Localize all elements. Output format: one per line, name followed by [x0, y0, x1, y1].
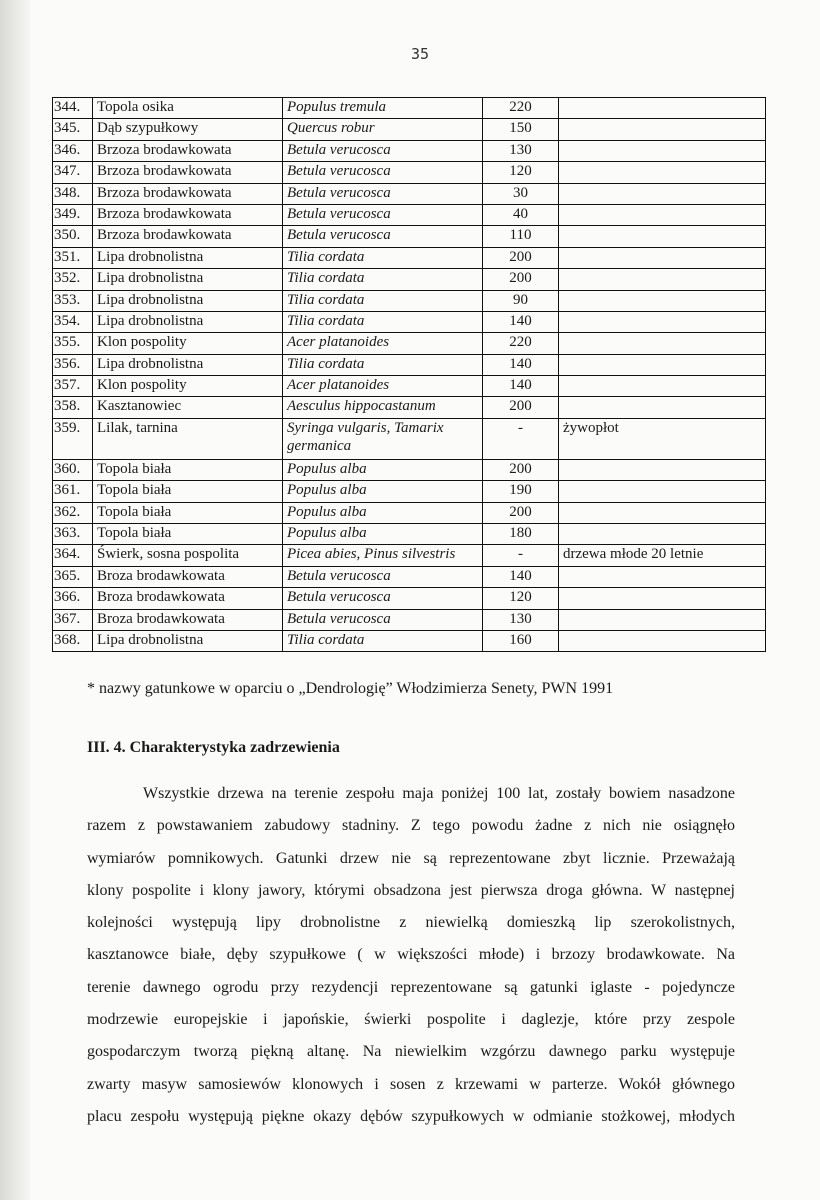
latin-name-cell: Tilia cordata [283, 290, 483, 311]
age-cell: 120 [483, 162, 559, 183]
note-cell [559, 354, 766, 375]
table-row [53, 162, 766, 183]
table-row [53, 290, 766, 311]
paragraph-line: zwarty masyw samosiewów klonowych i sosen z krzewami w parterze. Wokół głównego [87, 1075, 735, 1093]
age-cell: 200 [483, 397, 559, 418]
paragraph-line: modrzewie europejskie i japońskie, świerki pospolite i daglezje, które przy zespole [87, 1011, 735, 1029]
scan-margin [0, 0, 30, 1200]
row-number-cell: 361. [53, 481, 93, 502]
note-cell [559, 588, 766, 609]
table-body [53, 98, 766, 652]
note-cell [559, 204, 766, 225]
tree-inventory-table [52, 97, 766, 652]
table-row [53, 204, 766, 225]
row-number-cell: 357. [53, 376, 93, 397]
body-paragraph [87, 778, 735, 1133]
age-cell: 130 [483, 140, 559, 161]
age-cell: 140 [483, 566, 559, 587]
age-cell: 30 [483, 183, 559, 204]
note-cell [559, 376, 766, 397]
table-row [53, 481, 766, 502]
note-cell [559, 290, 766, 311]
table-row [53, 609, 766, 630]
paragraph-line: terenie dawnego ogrodu przy rezydencji reprezentowane są gatunki iglaste - pojedyncze [87, 978, 735, 996]
latin-name-cell: Populus alba [283, 459, 483, 480]
row-number-cell: 344. [53, 98, 93, 119]
page-number: 35 [410, 45, 430, 63]
latin-name-cell: Betula verucosca [283, 609, 483, 630]
polish-name-cell: Lipa drobnolistna [93, 311, 283, 332]
footnote: * nazwy gatunkowe w oparciu o „Dendrologię” Włodzimierza Senety, PWN 1991 [87, 680, 614, 697]
row-number-cell: 360. [53, 459, 93, 480]
latin-name-cell: Populus alba [283, 502, 483, 523]
age-cell: 140 [483, 354, 559, 375]
table-row [53, 459, 766, 480]
age-cell: 130 [483, 609, 559, 630]
polish-name-cell: Topola biała [93, 524, 283, 545]
latin-name-cell: Betula verucosca [283, 204, 483, 225]
row-number-cell: 348. [53, 183, 93, 204]
row-number-cell: 352. [53, 269, 93, 290]
latin-name-cell: Tilia cordata [283, 630, 483, 651]
polish-name-cell: Brzoza brodawkowata [93, 204, 283, 225]
polish-name-cell: Topola biała [93, 502, 283, 523]
latin-name-cell: Aesculus hippocastanum [283, 397, 483, 418]
table-row [53, 354, 766, 375]
paragraph-line: kasztanowce białe, dęby szypułkowe ( w większości młode) i brzozy brodawkowate. Na [87, 946, 735, 964]
note-cell [559, 502, 766, 523]
polish-name-cell: Topola biała [93, 481, 283, 502]
note-cell [559, 609, 766, 630]
age-cell: 180 [483, 524, 559, 545]
note-cell [559, 333, 766, 354]
age-cell: 90 [483, 290, 559, 311]
polish-name-cell: Lilak, tarnina [93, 418, 283, 459]
table-row [53, 247, 766, 268]
latin-name-cell: Populus tremula [283, 98, 483, 119]
note-cell [559, 566, 766, 587]
latin-name-cell: Syringa vulgaris, Tamarix germanica [283, 418, 483, 459]
latin-name-cell: Populus alba [283, 524, 483, 545]
latin-name-cell: Tilia cordata [283, 247, 483, 268]
latin-name-cell: Betula verucosca [283, 566, 483, 587]
table-row [53, 630, 766, 651]
note-cell [559, 630, 766, 651]
latin-name-cell: Quercus robur [283, 119, 483, 140]
polish-name-cell: Broza brodawkowata [93, 588, 283, 609]
age-cell: 200 [483, 459, 559, 480]
table-row [53, 566, 766, 587]
paragraph-line: placu zespołu występują piękne okazy dębów szypułkowych w odmianie stożkowej, młodych [87, 1107, 735, 1125]
note-cell [559, 162, 766, 183]
age-cell: - [483, 418, 559, 459]
latin-name-cell: Betula verucosca [283, 588, 483, 609]
polish-name-cell: Klon pospolity [93, 376, 283, 397]
latin-name-cell: Betula verucosca [283, 140, 483, 161]
row-number-cell: 346. [53, 140, 93, 161]
note-cell [559, 140, 766, 161]
row-number-cell: 356. [53, 354, 93, 375]
row-number-cell: 364. [53, 545, 93, 566]
note-cell [559, 311, 766, 332]
latin-name-cell: Tilia cordata [283, 269, 483, 290]
row-number-cell: 347. [53, 162, 93, 183]
table-row [53, 183, 766, 204]
table-row [53, 98, 766, 119]
polish-name-cell: Kasztanowiec [93, 397, 283, 418]
row-number-cell: 366. [53, 588, 93, 609]
row-number-cell: 351. [53, 247, 93, 268]
table-row [53, 311, 766, 332]
polish-name-cell: Brzoza brodawkowata [93, 140, 283, 161]
polish-name-cell: Broza brodawkowata [93, 609, 283, 630]
table-row [53, 119, 766, 140]
note-cell [559, 183, 766, 204]
row-number-cell: 350. [53, 226, 93, 247]
age-cell: 40 [483, 204, 559, 225]
table-row [53, 226, 766, 247]
note-cell [559, 247, 766, 268]
table-row [53, 524, 766, 545]
polish-name-cell: Lipa drobnolistna [93, 247, 283, 268]
note-cell [559, 397, 766, 418]
row-number-cell: 368. [53, 630, 93, 651]
polish-name-cell: Lipa drobnolistna [93, 354, 283, 375]
note-cell [559, 269, 766, 290]
paragraph-line: Wszystkie drzewa na terenie zespołu maja poniżej 100 lat, zostały bowiem nasadzone [143, 785, 735, 802]
latin-name-cell: Betula verucosca [283, 162, 483, 183]
note-cell: drzewa młode 20 letnie [559, 545, 766, 566]
table-row [53, 545, 766, 566]
age-cell: 150 [483, 119, 559, 140]
note-cell [559, 481, 766, 502]
table-row [53, 588, 766, 609]
latin-name-cell: Picea abies, Pinus silvestris [283, 545, 483, 566]
paragraph-line: klony pospolite i klony jawory, którymi obsadzona jest pierwsza droga główna. W następnej [87, 881, 735, 899]
polish-name-cell: Brzoza brodawkowata [93, 183, 283, 204]
age-cell: 190 [483, 481, 559, 502]
polish-name-cell: Świerk, sosna pospolita [93, 545, 283, 566]
row-number-cell: 345. [53, 119, 93, 140]
paragraph-line: gospodarczym tworzą piękną altanę. Na niewielkim wzgórzu dawnego parku występuje [87, 1043, 735, 1061]
table-row [53, 140, 766, 161]
paragraph-line: razem z powstawaniem zabudowy stadniny. Z tego powodu żadne z nich nie osiągnęło [87, 817, 735, 835]
latin-name-cell: Tilia cordata [283, 354, 483, 375]
note-cell [559, 459, 766, 480]
table-row [53, 502, 766, 523]
row-number-cell: 354. [53, 311, 93, 332]
age-cell: 220 [483, 333, 559, 354]
latin-name-cell: Tilia cordata [283, 311, 483, 332]
age-cell: 200 [483, 269, 559, 290]
polish-name-cell: Brzoza brodawkowata [93, 226, 283, 247]
age-cell: - [483, 545, 559, 566]
latin-name-cell: Betula verucosca [283, 183, 483, 204]
age-cell: 120 [483, 588, 559, 609]
note-cell [559, 524, 766, 545]
polish-name-cell: Dąb szypułkowy [93, 119, 283, 140]
polish-name-cell: Topola biała [93, 459, 283, 480]
row-number-cell: 363. [53, 524, 93, 545]
paragraph-line: kolejności występują lipy drobnolistne z niewielką domieszką lip szerokolistnych, [87, 914, 735, 932]
latin-name-cell: Populus alba [283, 481, 483, 502]
note-cell [559, 98, 766, 119]
latin-name-cell: Acer platanoides [283, 333, 483, 354]
table-row [53, 397, 766, 418]
row-number-cell: 358. [53, 397, 93, 418]
polish-name-cell: Lipa drobnolistna [93, 290, 283, 311]
section-heading: III. 4. Charakterystyka zadrzewienia [87, 739, 340, 756]
polish-name-cell: Klon pospolity [93, 333, 283, 354]
age-cell: 110 [483, 226, 559, 247]
row-number-cell: 362. [53, 502, 93, 523]
polish-name-cell: Lipa drobnolistna [93, 630, 283, 651]
row-number-cell: 349. [53, 204, 93, 225]
latin-name-cell: Acer platanoides [283, 376, 483, 397]
table-row [53, 269, 766, 290]
latin-name-cell: Betula verucosca [283, 226, 483, 247]
note-cell [559, 119, 766, 140]
polish-name-cell: Brzoza brodawkowata [93, 162, 283, 183]
age-cell: 200 [483, 502, 559, 523]
age-cell: 160 [483, 630, 559, 651]
table-row [53, 333, 766, 354]
table-row [53, 418, 766, 459]
table-row [53, 376, 766, 397]
polish-name-cell: Topola osika [93, 98, 283, 119]
age-cell: 140 [483, 311, 559, 332]
note-cell [559, 226, 766, 247]
age-cell: 140 [483, 376, 559, 397]
row-number-cell: 353. [53, 290, 93, 311]
row-number-cell: 367. [53, 609, 93, 630]
polish-name-cell: Lipa drobnolistna [93, 269, 283, 290]
note-cell: żywopłot [559, 418, 766, 459]
paragraph-line: wymiarów pomnikowych. Gatunki drzew nie są reprezentowane zbyt licznie. Przeważają [87, 849, 735, 867]
row-number-cell: 355. [53, 333, 93, 354]
age-cell: 220 [483, 98, 559, 119]
age-cell: 200 [483, 247, 559, 268]
row-number-cell: 365. [53, 566, 93, 587]
polish-name-cell: Broza brodawkowata [93, 566, 283, 587]
row-number-cell: 359. [53, 418, 93, 459]
